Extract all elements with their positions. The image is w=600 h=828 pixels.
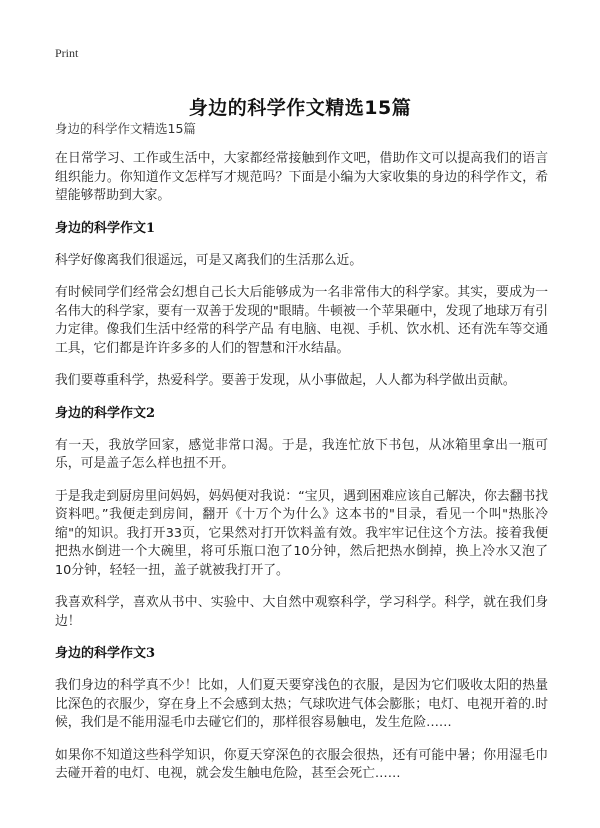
section-heading-3: 身边的科学作文3 [55,646,156,661]
print-link[interactable]: Print [55,46,79,60]
section-3-paragraph-2: 如果你不知道这些科学知识，你夏天穿深色的衣服会很热，还有可能中暑；你用湿毛巾去碰开着的电灯、电视，就会发生触电危险，甚至会死亡…… [55,747,548,781]
document-subtitle: 身边的科学作文精选15篇 [55,121,196,136]
section-1-paragraph-2: 有时候同学们经常会幻想自己长大后能够成为一名非常伟大的科学家。其实，要成为一名伟大的科学家，要有一双善于发现的"眼睛。牛顿被一个苹果砸中，发现了地球万有引力定律。像我们生活中经常的科学产品 有电脑、电视、手机、饮水机、还有洗车等交通工具，它们都是许许多多的人们的智慧和汗水结晶。 [55,285,548,356]
section-2-paragraph-1: 有一天，我放学回家，感觉非常口渴。于是，我连忙放下书包，从冰箱里拿出一瓶可乐，可是盖子怎么样也扭不开。 [55,437,548,471]
section-3-paragraph-1: 我们身边的科学真不少！比如，人们夏天要穿浅色的衣服，是因为它们吸收太阳的热量比深色的衣服少，穿在身上不会感到太热；气球吹进气体会膨胀；电灯、电视开着的.时候，我们是不能用湿毛巾去碰它们的，那样很容易触电，发生危险…… [55,678,548,730]
document-title: 身边的科学作文精选15篇 [188,96,412,119]
article-body [55,120,548,798]
section-heading-2: 身边的科学作文2 [55,405,156,421]
section-2-paragraph-2: 于是我走到厨房里问妈妈，妈妈便对我说：“宝贝，遇到困难应该自己解决，你去翻书找资料吧。”我便走到房间，翻开《十万个为什么》这本书的"目录，看见一个叫"热胀冷缩"的知识。我打开33页，它果然对打开饮料盖有效。我牢牢记住这个方法。接着我便把热水倒进一个大碗里，将可乐瓶口泡了10分钟，然后把热水倒掉，换上冷水又泡了10分钟，轻轻一扭，盖子就被我打开了。 [55,488,548,578]
section-heading-1: 身边的科学作文1 [55,220,156,236]
section-2-paragraph-3: 我喜欢科学，喜欢从书中、实验中、大自然中观察科学，学习科学。科学，就在我们身边！ [55,595,548,629]
section-1-paragraph-1: 科学好像离我们很遥远，可是又离我们的生活那么近。 [55,252,363,268]
section-1-paragraph-3: 我们要尊重科学，热爱科学。要善于发现，从小事做起，人人都为科学做出贡献。 [55,373,516,388]
intro-paragraph: 在日常学习、工作或生活中，大家都经常接触到作文吧，借助作文可以提高我们的语言组织能力。你知道作文怎样写才规范吗？下面是小编为大家收集的身边的科学作文，希望能够帮助到大家。 [55,151,548,203]
